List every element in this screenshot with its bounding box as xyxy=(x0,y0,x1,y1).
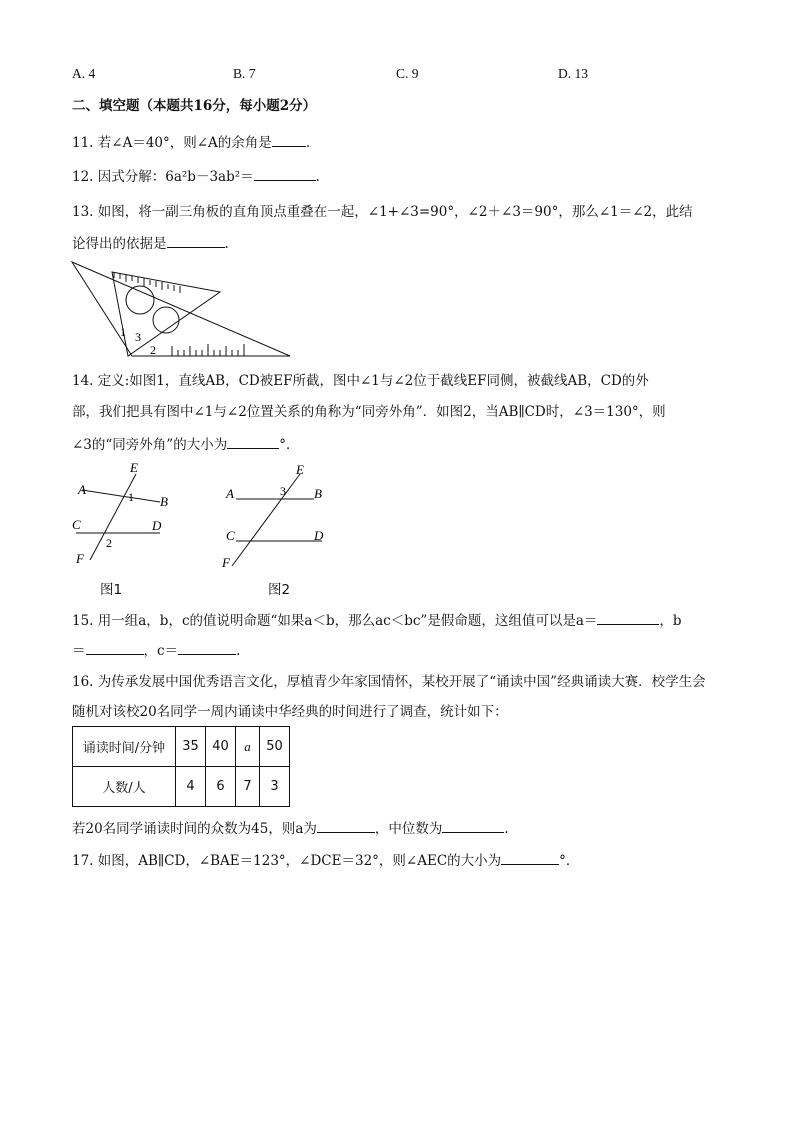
q14-end: °． xyxy=(279,437,300,453)
figure-2 xyxy=(218,460,338,572)
table-cell: 40 xyxy=(206,727,236,767)
q15-eq: ＝ xyxy=(72,643,86,659)
label-d: D xyxy=(314,528,324,543)
table-cell: a xyxy=(236,727,260,767)
question-11 xyxy=(72,132,310,152)
figure-1 xyxy=(70,460,180,570)
label-b: B xyxy=(314,486,322,501)
question-12 xyxy=(72,166,320,186)
q15-b-label: ，b xyxy=(659,613,682,629)
label-f: F xyxy=(76,551,84,566)
figure-1-caption: 图1 xyxy=(100,582,123,598)
option-d: D. 13 xyxy=(558,66,588,81)
answer-blank-b[interactable] xyxy=(86,640,144,655)
table-cell: 诵读时间/分钟 xyxy=(73,727,176,767)
question-14-line2: 部，我们把具有图中∠1与∠2位置关系的角称为“同旁外角”．如图2，当AB∥CD时，∠3＝130°，则 xyxy=(72,404,666,420)
line-ab xyxy=(82,490,160,502)
q13-end: . xyxy=(224,236,229,252)
line-ef xyxy=(232,474,300,566)
table-cell: 人数/人 xyxy=(73,767,176,807)
angle-2-label: 2 xyxy=(106,536,112,550)
label-1: 1 xyxy=(120,325,126,339)
table-cell: 6 xyxy=(206,767,236,807)
question-14-line1: 14. 定义:如图1，直线AB，CD被EF所截，图中∠1与∠2位于截线EF同侧，被截线AB，CD的外 xyxy=(72,373,649,389)
angle-3-label: 3 xyxy=(280,484,286,498)
question-17 xyxy=(72,850,579,870)
label-a: A xyxy=(226,486,234,501)
big-triangle xyxy=(72,262,290,356)
q12-text: 12. 因式分解：6a²b－3ab²＝ xyxy=(72,169,254,185)
label-b: B xyxy=(160,494,168,509)
table-cell: 4 xyxy=(176,767,206,807)
label-c: C xyxy=(226,528,235,543)
question-15-line2 xyxy=(72,640,240,660)
answer-blank[interactable] xyxy=(254,166,316,181)
label-3: 3 xyxy=(135,330,141,344)
answer-blank[interactable] xyxy=(501,850,559,865)
figure-2-caption: 图2 xyxy=(268,582,291,598)
question-15-line1 xyxy=(72,610,682,630)
q11-text: 11. 若∠A＝40°，则∠A的余角是 xyxy=(72,135,272,151)
q16-mid: ，中位数为 xyxy=(374,821,443,837)
answer-blank-c[interactable] xyxy=(178,640,236,655)
question-16-line1: 16. 为传承发展中国优秀语言文化，厚植青少年家国情怀，某校开展了“诵读中国”经典诵读大赛．校学生会 xyxy=(72,674,706,690)
label-c: C xyxy=(72,517,81,532)
label-e: E xyxy=(130,460,138,475)
label-e: E xyxy=(296,462,304,477)
q14-text: ∠3的“同旁外角”的大小为 xyxy=(72,437,228,453)
q16-text: 若20名同学诵读时间的众数为45，则a为 xyxy=(72,821,317,837)
label-f: F xyxy=(222,555,230,570)
small-triangle xyxy=(112,272,220,356)
answer-blank[interactable] xyxy=(272,132,306,147)
q11-end: . xyxy=(305,135,311,151)
answer-blank[interactable] xyxy=(227,434,279,449)
q13-text: 论得出的依据是 xyxy=(72,236,167,252)
option-b: B. 7 xyxy=(233,66,256,81)
label-a: A xyxy=(78,482,86,497)
question-14-line3 xyxy=(72,434,299,454)
table-cell: 7 xyxy=(236,767,260,807)
table-row xyxy=(73,767,290,807)
q15-c-label: ，c＝ xyxy=(143,643,179,659)
answer-blank[interactable] xyxy=(442,818,504,833)
label-2: 2 xyxy=(150,343,156,357)
table-row xyxy=(73,727,290,767)
line-ef xyxy=(90,474,136,560)
option-c: C. 9 xyxy=(396,66,419,81)
question-13-line2 xyxy=(72,233,229,253)
table-cell: 3 xyxy=(260,767,290,807)
answer-blank[interactable] xyxy=(317,818,375,833)
section-title: 二、填空题（本题共16分，每小题2分） xyxy=(72,98,317,114)
q16-end: . xyxy=(504,821,509,837)
hole-circle xyxy=(126,286,154,314)
answer-blank[interactable] xyxy=(167,233,225,248)
q15-end: . xyxy=(236,643,241,659)
table-cell: 50 xyxy=(260,727,290,767)
reading-time-table xyxy=(72,726,290,807)
q15-text: 15. 用一组a，b，c的值说明命题“如果a＜b，那么ac＜bc”是假命题，这组值可以是a＝ xyxy=(72,613,598,629)
q12-end: . xyxy=(315,169,320,185)
q17-end: °． xyxy=(559,853,580,869)
option-a: A. 4 xyxy=(72,66,96,81)
label-d: D xyxy=(152,518,162,533)
question-13-line1: 13. 如图，将一副三角板的直角顶点重叠在一起，∠1+∠3=90°，∠2＋∠3＝90°，那么∠1＝∠2，此结 xyxy=(72,204,693,220)
angle-1-label: 1 xyxy=(128,490,134,504)
question-16-after xyxy=(72,818,509,838)
table-cell: 35 xyxy=(176,727,206,767)
answer-blank-a[interactable] xyxy=(597,610,659,625)
q17-text: 17. 如图，AB∥CD，∠BAE＝123°，∠DCE＝32°，则∠AEC的大小为 xyxy=(72,853,502,869)
triangle-rulers-figure xyxy=(68,258,298,360)
question-16-line2: 随机对该校20名同学一周内诵读中华经典的时间进行了调查，统计如下： xyxy=(72,704,508,720)
